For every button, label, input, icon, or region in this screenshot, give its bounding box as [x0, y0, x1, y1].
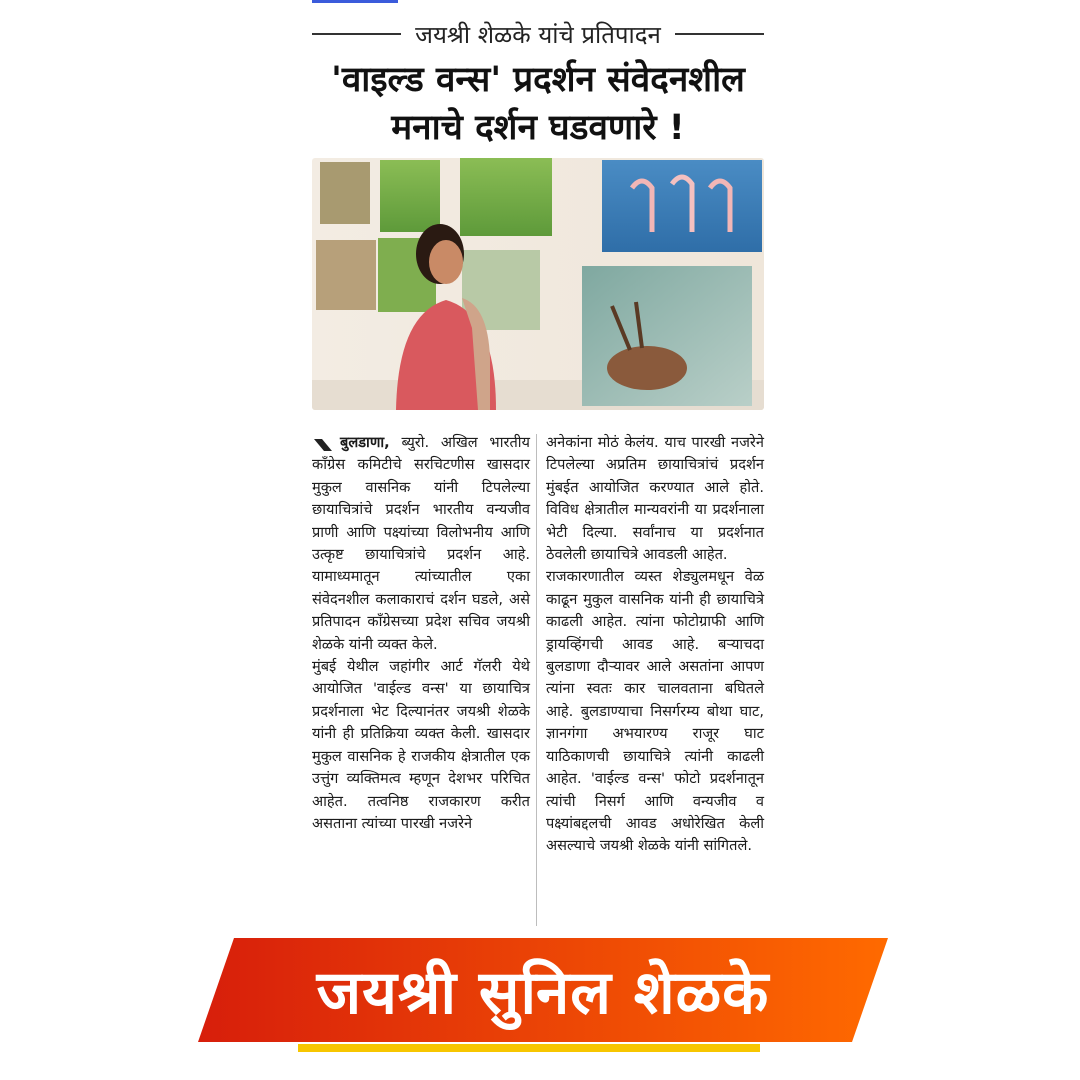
right-paragraph-1: अनेकांना मोठं केलंय. याच पारखी नजरेने टिपलेल्या अप्रतिम छायाचित्रांचं प्रदर्शन मुंबईत आयोजित करण्यात आले होते. विविध क्षेत्रातील मान्यवरांनी या प्रदर्शनाला भेटी दिल्या. सर्वांनाच या प्रदर्शनात ठेवलेली छायाचित्रे आवडली आहेत. [546, 434, 764, 564]
article-photo [312, 158, 764, 410]
article-column-right [546, 432, 764, 858]
banner-underline [298, 1044, 760, 1052]
left-paragraph-1-text: ब्युरो. अखिल भारतीय काँग्रेस कमिटीचे सरचिटणीस खासदार मुकुल वासनिक यांनी टिपलेल्या छायाचित्रांचे प्रदर्शन भारतीय वन्यजीव प्राणी आणि पक्ष्यांच्या विलोभनीय आणि उत्कृष्ट छायाचित्रांचे प्रदर्शन आहे. यामाध्यमातून त्यांच्यातील एका संवेदनशील कलाकाराचं दर्शन घडले, असे प्रतिपादन काँग्रेसच्या प्रदेश सचिव जयश्री शेळके यांनी व्यक्त केले. [312, 434, 531, 653]
kicker-rule-left [312, 33, 401, 35]
kicker-row [312, 14, 764, 54]
top-accent-strip [312, 0, 398, 3]
banner-name: जयश्री सुनिल शेळके [316, 958, 770, 1028]
left-paragraph-1 [312, 432, 530, 656]
dateline: बुलडाणा, [340, 434, 390, 451]
headline-line-1: 'वाइल्ड वन्स' प्रदर्शन संवेदनशील [331, 60, 745, 100]
headline-line-2: मनाचे दर्शन घडवणारे ! [391, 108, 685, 148]
column-divider [536, 434, 537, 926]
left-paragraph-2: मुंबई येथील जहांगीर आर्ट गॅलरी येथे आयोजित 'वाईल्ड वन्स' या छायाचित्र प्रदर्शनाला भेट दिल्यानंतर जयश्री शेळके यांनी ही प्रतिक्रिया व्यक्त केली. खासदार मुकुल वासनिक हे राजकीय क्षेत्रातील एक उत्तुंग व्यक्तिमत्व म्हणून देशभर परिचित आहेत. तत्वनिष्ठ राजकारण करीत असताना त्यांच्या पारखी नजरेने [312, 658, 530, 832]
kicker-rule-right [675, 33, 764, 35]
article-column-left [312, 432, 530, 835]
headline [312, 56, 764, 152]
right-paragraph-2: राजकारणातील व्यस्त शेड्युलमधून वेळ काढून मुकुल वासनिक यांनी ही छायाचित्रे काढली आहेत. त्यांना फोटोग्राफी आणि ड्रायव्हिंगची आवड आहे. बऱ्याचदा बुलडाणा दौऱ्यावर आले असतांना आपण त्यांना स्वतः कार चालवताना बघितले आहे. बुलडाण्याचा निसर्गरम्य बोथा घाट, ज्ञानगंगा अभयारण्य राजूर घाट याठिकाणची छायाचित्रे त्यांनी काढली आहेत. 'वाईल्ड वन्स' फोटो प्रदर्शनातून त्यांची निसर्ग आणि वन्यजीव व पक्ष्यांबद्दलची आवड अधोरेखित केली असल्याचे जयश्री शेळके यांनी सांगितले. [546, 568, 764, 855]
kicker: जयश्री शेळके यांचे प्रतिपादन [415, 20, 661, 49]
